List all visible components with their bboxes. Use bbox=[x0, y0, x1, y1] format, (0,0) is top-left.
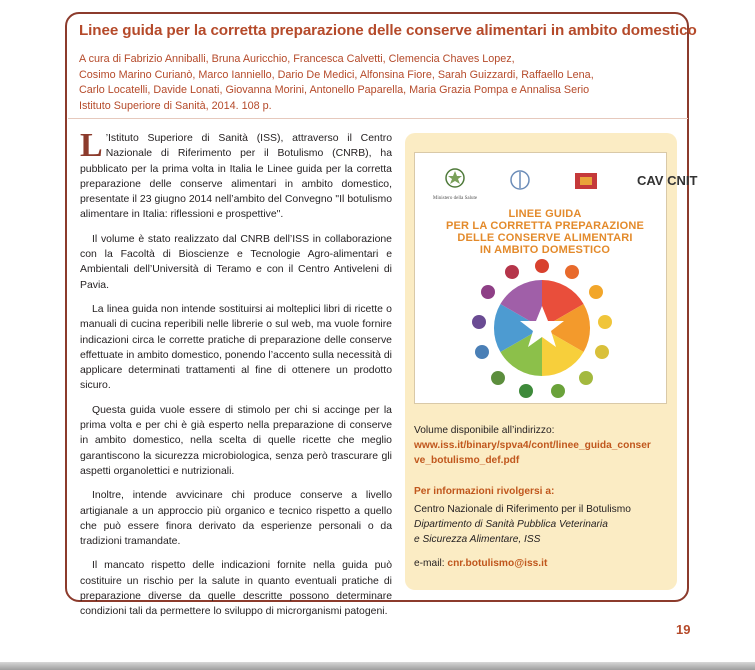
iss-logo-icon bbox=[511, 171, 529, 189]
paragraph: L ’Istituto Superiore di Sanità (ISS), attraverso il Centro Nazionale di Riferimento per il Botulismo (CNRB), ha pubblicato per la prima volta in Italia le Linee guida per la corretta preparazione delle conserve alimentari in ambito domestico, presentate il 23 giugno 2014 nell’ambito del Convegno "Il botulismo alimentare in Italia: riflessioni e prospettive". bbox=[80, 127, 392, 221]
book-cover-image bbox=[414, 152, 698, 404]
ministry-emblem-icon bbox=[446, 169, 464, 187]
volume-url-link-cont[interactable]: ve_botulismo_def.pdf bbox=[414, 455, 520, 467]
authors-line: Carlo Locatelli, Davide Lonati, Giovanna Morini, Antonello Paparella, Maria Grazia Pompa e Annalisa Serio bbox=[79, 84, 590, 96]
header-divider bbox=[68, 118, 688, 119]
paragraph: La linea guida non intende sostituirsi ai molteplici libri di ricette o manuali di cucina reperibili nelle librerie o sul web, ma vuole fornire indicazioni circa le corrette pratiche di preparazione delle conserve effettuate in ambito domestico, ponendo l’accento sulla necessità di applicare determinati trattamenti al fine di ottenere un prodotto sicuro. bbox=[80, 303, 392, 392]
logo-label: CAV CNIT bbox=[637, 173, 698, 188]
authors-line: A cura di Fabrizio Anniballi, Bruna Auricchio, Francesca Calvetti, Clemencia Chaves Lopez, bbox=[79, 53, 515, 65]
contact-name: Centro Nazionale di Riferimento per il Botulismo bbox=[414, 503, 631, 515]
volume-label: Volume disponibile all’indirizzo: bbox=[414, 425, 555, 436]
viewer-bottom-bar bbox=[0, 662, 755, 670]
cover-title: LINEE GUIDA PER LA CORRETTA PREPARAZIONE DELLE CONSERVE ALIMENTARI IN AMBITO DOMESTICO bbox=[445, 208, 645, 256]
paragraph: Questa guida vuole essere di stimolo per chi si accinge per la prima volta e per chi è già esperto nella preparazione di conserve in ambito domestico, nella scelta di quelle ricette che meglio garantiscono la sicurezza microbiologica, senza però trascurare gli aspetti organolettici e nutrizionali. bbox=[80, 404, 392, 477]
email-row bbox=[414, 556, 676, 571]
cav-logo-icon bbox=[637, 173, 697, 188]
page-number: 19 bbox=[676, 622, 691, 637]
volume-url-link[interactable]: www.iss.it/binary/spva4/cont/linee_guida_conser bbox=[414, 440, 651, 452]
contact-department: Dipartimento di Sanità Pubblica Veterinaria bbox=[414, 519, 608, 531]
university-logo-icon bbox=[575, 173, 597, 189]
authors-line: Cosimo Marino Curianò, Marco Ianniello, Dario De Medici, Alfonsina Fiore, Sarah Guizzardi, Raffaello Lena, bbox=[79, 68, 594, 81]
paragraph: Inoltre, intende avvicinare chi produce conserve a livello artigianale a un approccio più organico e tecnico rispetto a quello che può essere finora derivato da esperienze personali o da tradizioni tramandate. bbox=[80, 490, 392, 548]
cover-logos bbox=[415, 153, 698, 203]
article-title: Linee guida per la corretta preparazione delle conserve alimentari in ambito domestico bbox=[79, 22, 697, 39]
info-panel-text bbox=[414, 423, 676, 572]
food-color-wheel-illustration bbox=[457, 253, 627, 403]
logo-label: Ministero della Salute bbox=[432, 196, 478, 201]
email-label: e-mail: bbox=[414, 558, 448, 570]
authors-block bbox=[79, 52, 679, 114]
info-heading: Per informazioni rivolgersi a: bbox=[414, 485, 555, 497]
paragraph: Il volume è stato realizzato dal CNRB dell’ISS in collaborazione con la Facoltà di Bioscienze e Tecnologie Agro-alimentari e Ambientali dell’Università di Teramo e con il Centro Antiveleni di Pavia. bbox=[80, 233, 392, 291]
publication-info: Istituto Superiore di Sanità, 2014. 108 p. bbox=[79, 99, 272, 112]
contact-department: e Sicurezza Alimentare, ISS bbox=[414, 534, 541, 546]
article-body bbox=[80, 127, 392, 629]
drop-cap: L bbox=[80, 127, 103, 164]
paragraph: Il mancato rispetto delle indicazioni fornite nella guida può costituire un rischio per la salute in quanto eventuali pratiche di preparazione diverse da quelle descritte possono determinare condizioni tali da permettere lo sviluppo di microrganismi patogeni. bbox=[80, 560, 392, 618]
email-link[interactable]: cnr.botulismo@iss.it bbox=[447, 558, 548, 570]
